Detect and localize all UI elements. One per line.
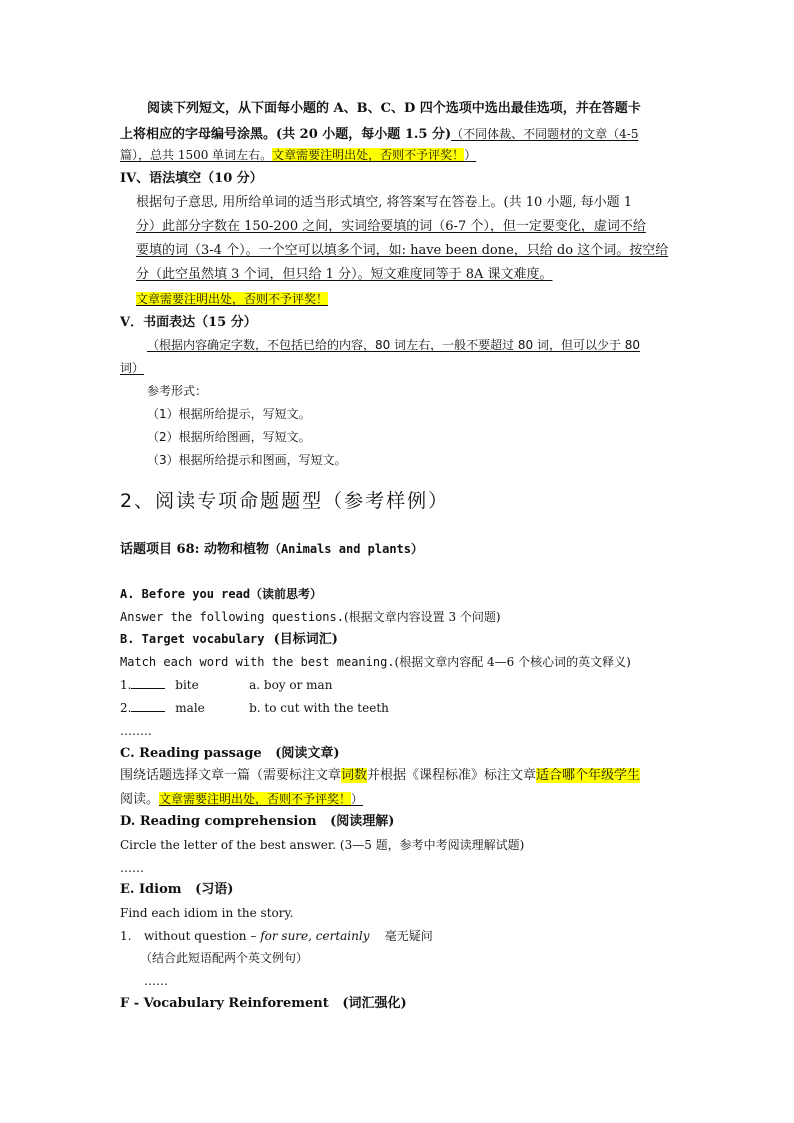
- partC-line2: [120, 790, 363, 809]
- partB-title-en: B. Target vocabulary: [120, 632, 265, 646]
- topic-title-en: （Animals and plants）: [268, 542, 423, 556]
- partD-title-cn: (阅读理解): [330, 814, 395, 829]
- partA-desc: [120, 608, 501, 627]
- vocab-num: 2.: [120, 701, 132, 715]
- section5-item: （3）根据所给提示和图画，写短文。: [147, 453, 347, 467]
- section3-line3-end: ）: [464, 148, 477, 162]
- section4-line5: [136, 290, 328, 308]
- section3-line1: 阅读下列短文，从下面每小题的 A、B、C、D 四个选项中选出最佳选项，并在答题卡: [147, 101, 641, 116]
- partC-highlight: 文章需要注明出处，否则不予评奖！: [159, 792, 352, 806]
- partC-text: 并根据《课程标准》标注文章: [367, 768, 537, 783]
- partC-title-cn: (阅读文章): [275, 746, 340, 761]
- vocab-meaning: b. to cut with the teeth: [249, 701, 389, 715]
- section5-item: （1）根据所给提示，写短文。: [147, 407, 311, 421]
- section5-line1: （根据内容确定字数，不包括已给的内容，80 词左右，一般不要超过 80 词，但可以少于 80: [147, 338, 641, 352]
- vocab-row: [120, 676, 332, 694]
- section5-title: V．书面表达（15 分）: [120, 315, 257, 330]
- partF-title-en: F - Vocabulary Reinforement: [120, 996, 329, 1011]
- section-heading: 2、阅读专项命题题型（参考样例）: [120, 490, 450, 512]
- section4-line3: 要填的词（3-4 个）。一个空可以填多个词，如: have been done，只给 do 这个词。按空给: [136, 243, 669, 258]
- section3-highlight: 文章需要注明出处，否则不予评奖！: [272, 148, 465, 162]
- partC-title: [120, 745, 340, 763]
- partF-title: [120, 995, 407, 1013]
- vocab-row: [120, 699, 389, 717]
- partE-title-en: E. Idiom: [120, 882, 182, 897]
- partC-highlight: 适合哪个年级学生: [536, 768, 641, 783]
- partC-line1: [120, 767, 640, 785]
- ellipsis: ……: [144, 974, 168, 988]
- answer-blank: [131, 699, 165, 712]
- vocab-num: 1.: [120, 678, 132, 692]
- partA-title: [120, 585, 322, 604]
- topic-title: [120, 540, 423, 559]
- vocab-word: male: [175, 701, 205, 715]
- partE-title: [120, 881, 233, 899]
- topic-title-cn: 话题项目 68: 动物和植物: [120, 542, 269, 557]
- ellipsis: ……: [120, 861, 144, 875]
- idiom-text: without question –: [144, 929, 257, 943]
- section4-line2: 分）此部分字数在 150-200 之间，实词给要填的词（6-7 个），但一定要变化，虚词不给: [136, 219, 646, 234]
- section4-line1: 根据句子意思, 用所给单词的适当形式填空, 将答案写在答卷上。(共 10 小题, 每小题 1: [136, 195, 633, 210]
- partA-desc-cn: (根据文章内容设置 3 个问题): [343, 610, 501, 624]
- partB-title-cn: (目标词汇): [273, 632, 338, 647]
- idiom-meaning: for sure, certainly: [260, 929, 370, 943]
- partA-desc-en: Answer the following questions.: [120, 610, 344, 624]
- answer-blank: [131, 676, 165, 689]
- partE-desc: Find each idiom in the story.: [120, 906, 294, 920]
- partB-desc-en: Match each word with the best meaning.: [120, 655, 395, 669]
- section5-ref-label: 参考形式：: [147, 384, 208, 398]
- partE-title-cn: (习语): [195, 882, 234, 897]
- partE-note: （结合此短语配两个英文例句）: [140, 951, 309, 965]
- section3-line3-note: 篇），总共 1500 单词左右。: [120, 148, 273, 162]
- section3-line2-note: （不同体裁、不同题材的文章（4-5: [451, 127, 639, 141]
- idiom-num: 1.: [120, 929, 132, 943]
- section3-line2-bold: 上将相应的字母编号涂黑。(共 20 小题，每小题 1.5 分): [120, 127, 452, 142]
- idiom-item: [120, 927, 433, 945]
- partD-title-en: D. Reading comprehension: [120, 814, 317, 829]
- section3-line2: [120, 125, 638, 144]
- partC-highlight: 词数: [341, 768, 368, 783]
- partB-desc-cn: (根据文章内容配 4—6 个核心词的英文释义): [394, 655, 631, 669]
- section5-line2: 词）: [120, 361, 145, 375]
- idiom-cn: 毫无疑问: [384, 929, 433, 943]
- partC-text: ）: [351, 792, 364, 806]
- section4-line4: 分（此空虽然填 3 个词，但只给 1 分）。短文难度同等于 8A 课文难度。: [136, 267, 553, 282]
- partC-title-en: C. Reading passage: [120, 746, 262, 761]
- vocab-meaning: a. boy or man: [249, 678, 333, 692]
- ellipsis: ……..: [120, 724, 152, 738]
- section3-line3: [120, 146, 476, 164]
- partD-desc: Circle the letter of the best answer. (3—5 题，参考中考阅读理解试题): [120, 838, 525, 852]
- section4-highlight: 文章需要注明出处，否则不予评奖！: [136, 292, 329, 306]
- partB-title: [120, 630, 338, 649]
- section4-title: IV、语法填空（10 分）: [120, 171, 263, 186]
- section5-item: （2）根据所给图画，写短文。: [147, 430, 311, 444]
- partC-text: 阅读。: [120, 792, 160, 807]
- partA-title-text: A. Before you read（读前思考）: [120, 587, 323, 601]
- partC-text: 围绕话题选择文章一篇（需要标注文章: [120, 768, 342, 783]
- partD-title: [120, 813, 394, 831]
- partB-desc: [120, 653, 631, 672]
- vocab-word: bite: [175, 678, 199, 692]
- partF-title-cn: (词汇强化): [342, 996, 407, 1011]
